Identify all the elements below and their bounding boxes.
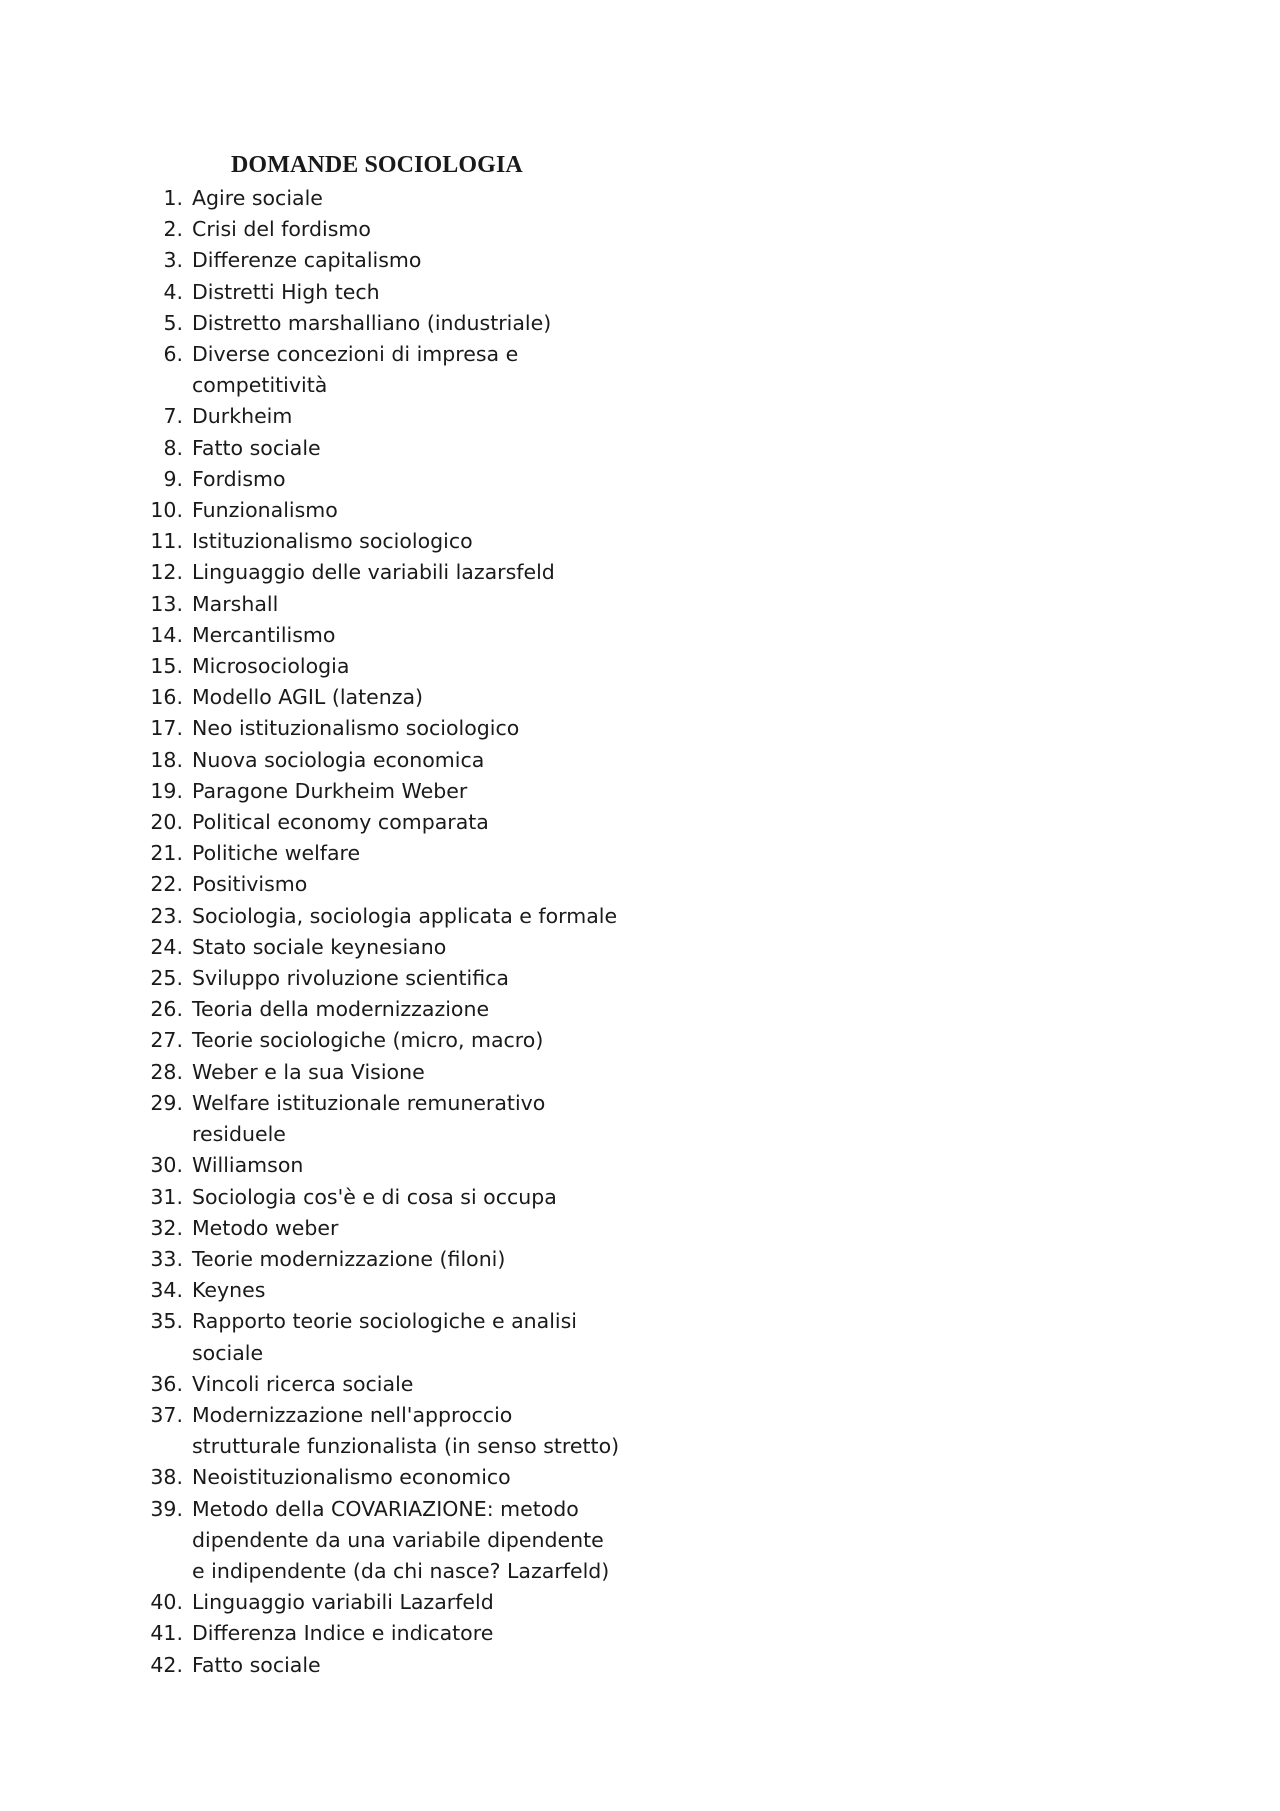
question-text: Political economy comparata	[192, 810, 489, 835]
question-item	[0, 1462, 622, 1493]
question-number: 41.	[150, 1621, 183, 1646]
question-number: 18.	[150, 747, 183, 772]
question-item	[0, 1587, 622, 1618]
question-number: 29.	[150, 1090, 183, 1115]
question-number: 10.	[150, 498, 183, 523]
question-number: 25.	[150, 966, 183, 991]
question-item	[0, 1025, 622, 1056]
question-text: Stato sociale keynesiano	[192, 934, 447, 959]
question-item	[0, 901, 622, 932]
question-number: 20.	[150, 810, 183, 835]
question-number: 33.	[150, 1246, 183, 1271]
question-text: Fatto sociale	[192, 1652, 321, 1677]
question-text: Distretti High tech	[192, 279, 380, 304]
question-number: 30.	[150, 1153, 183, 1178]
question-number: 22.	[150, 872, 183, 897]
question-number: 6.	[163, 342, 183, 367]
question-number: 4.	[163, 279, 183, 304]
question-item	[0, 776, 622, 807]
question-item	[0, 745, 622, 776]
question-text: Teorie sociologiche (micro, macro)	[192, 1028, 544, 1053]
question-text: Welfare istituzionale remunerativo residuele	[192, 1090, 546, 1147]
question-number: 36.	[150, 1371, 183, 1396]
question-item	[0, 557, 622, 588]
question-text: Sviluppo rivoluzione scientifica	[192, 966, 509, 991]
question-text: Crisi del fordismo	[192, 217, 371, 242]
question-text: Teorie modernizzazione (filoni)	[192, 1246, 506, 1271]
question-text: Metodo weber	[192, 1215, 339, 1240]
question-item	[0, 526, 622, 557]
question-text: Positivismo	[192, 872, 308, 897]
question-text: Mercantilismo	[192, 622, 336, 647]
question-text: Sociologia, sociologia applicata e formale	[192, 903, 618, 928]
question-text: Williamson	[192, 1153, 304, 1178]
question-item	[0, 869, 622, 900]
question-item	[0, 994, 622, 1025]
question-number: 23.	[150, 903, 183, 928]
question-text: Differenza Indice e indicatore	[192, 1621, 494, 1646]
question-text: Politiche welfare	[192, 841, 361, 866]
question-number: 3.	[163, 248, 183, 273]
question-text: Rapporto teorie sociologiche e analisi sociale	[192, 1309, 577, 1365]
question-item	[0, 277, 622, 308]
question-number: 24.	[150, 934, 183, 959]
question-text: Durkheim	[192, 404, 293, 429]
question-number: 21.	[150, 841, 183, 866]
question-text: Istituzionalismo sociologico	[192, 529, 473, 554]
question-item	[0, 401, 622, 432]
question-text: Metodo della COVARIAZIONE: metodo dipendente da una variabile dipendente e indipendente (da chi nasce? Lazarfeld)	[192, 1496, 610, 1583]
question-number: 14.	[150, 622, 183, 647]
question-text: Sociologia cos'è e di cosa si occupa	[192, 1184, 557, 1209]
question-number: 5.	[163, 310, 183, 335]
question-number: 12.	[150, 560, 183, 585]
question-text: Linguaggio variabili Lazarfeld	[192, 1590, 494, 1615]
question-item	[0, 963, 622, 994]
question-text: Marshall	[192, 591, 279, 616]
question-item	[0, 1369, 622, 1400]
question-item	[0, 1244, 622, 1275]
question-text: Paragone Durkheim Weber	[192, 778, 468, 803]
question-item	[0, 245, 622, 276]
question-number: 9.	[163, 466, 183, 491]
question-text: Neoistituzionalismo economico	[192, 1465, 511, 1490]
question-item	[0, 807, 622, 838]
question-text: Vincoli ricerca sociale	[192, 1371, 414, 1396]
question-number: 40.	[150, 1590, 183, 1615]
question-item	[0, 1494, 622, 1588]
question-number: 1.	[163, 186, 183, 210]
question-item	[0, 651, 622, 682]
question-item	[0, 183, 622, 214]
question-item	[0, 1182, 622, 1213]
question-text: Distretto marshalliano (industriale)	[192, 310, 552, 335]
question-item	[0, 838, 622, 869]
question-item	[0, 1057, 622, 1088]
question-text: Nuova sociologia economica	[192, 747, 485, 772]
question-number: 27.	[150, 1028, 183, 1053]
question-text: Agire sociale	[192, 186, 323, 210]
question-number: 35.	[150, 1309, 183, 1334]
question-number: 39.	[150, 1496, 183, 1521]
question-number: 28.	[150, 1059, 183, 1084]
question-number: 13.	[150, 591, 183, 616]
question-text: Fordismo	[192, 466, 286, 491]
question-number: 37.	[150, 1402, 183, 1427]
question-item	[0, 620, 622, 651]
question-item	[0, 932, 622, 963]
question-text: Weber e la sua Visione	[192, 1059, 425, 1084]
question-item	[0, 433, 622, 464]
question-number: 17.	[150, 716, 183, 741]
question-number: 32.	[150, 1215, 183, 1240]
question-item	[0, 308, 622, 339]
question-item	[0, 1306, 622, 1368]
question-item	[0, 214, 622, 245]
question-item	[0, 1275, 622, 1306]
question-item	[0, 589, 622, 620]
document-title: DOMANDE SOCIOLOGIA	[231, 152, 523, 178]
question-item	[0, 682, 622, 713]
question-text: Diverse concezioni di impresa e competitività	[192, 342, 519, 398]
question-item	[0, 1088, 622, 1150]
question-text: Fatto sociale	[192, 435, 321, 460]
question-text: Teoria della modernizzazione	[192, 997, 490, 1022]
question-item	[0, 464, 622, 495]
question-item	[0, 1618, 622, 1649]
question-number: 8.	[163, 435, 183, 460]
question-number: 42.	[150, 1652, 183, 1677]
question-item	[0, 713, 622, 744]
question-number: 7.	[163, 404, 183, 429]
question-text: Linguaggio delle variabili lazarsfeld	[192, 560, 555, 585]
question-text: Differenze capitalismo	[192, 248, 422, 273]
question-text: Modello AGIL (latenza)	[192, 685, 424, 710]
question-list	[0, 183, 622, 1681]
question-number: 38.	[150, 1465, 183, 1490]
question-text: Neo istituzionalismo sociologico	[192, 716, 520, 741]
question-item	[0, 1150, 622, 1181]
question-item	[0, 339, 622, 401]
question-text: Modernizzazione nell'approccio strutturale funzionalista (in senso stretto)	[192, 1402, 620, 1459]
question-text: Microsociologia	[192, 654, 350, 679]
question-text: Funzionalismo	[192, 498, 338, 523]
question-number: 26.	[150, 997, 183, 1022]
question-number: 11.	[150, 529, 183, 554]
question-number: 34.	[150, 1278, 183, 1303]
question-item	[0, 1400, 622, 1462]
question-item	[0, 1213, 622, 1244]
question-number: 19.	[150, 778, 183, 803]
question-text: Keynes	[192, 1278, 266, 1303]
question-number: 31.	[150, 1184, 183, 1209]
question-number: 15.	[150, 654, 183, 679]
question-number: 16.	[150, 685, 183, 710]
question-item	[0, 495, 622, 526]
question-number: 2.	[163, 217, 183, 242]
question-item	[0, 1650, 622, 1681]
